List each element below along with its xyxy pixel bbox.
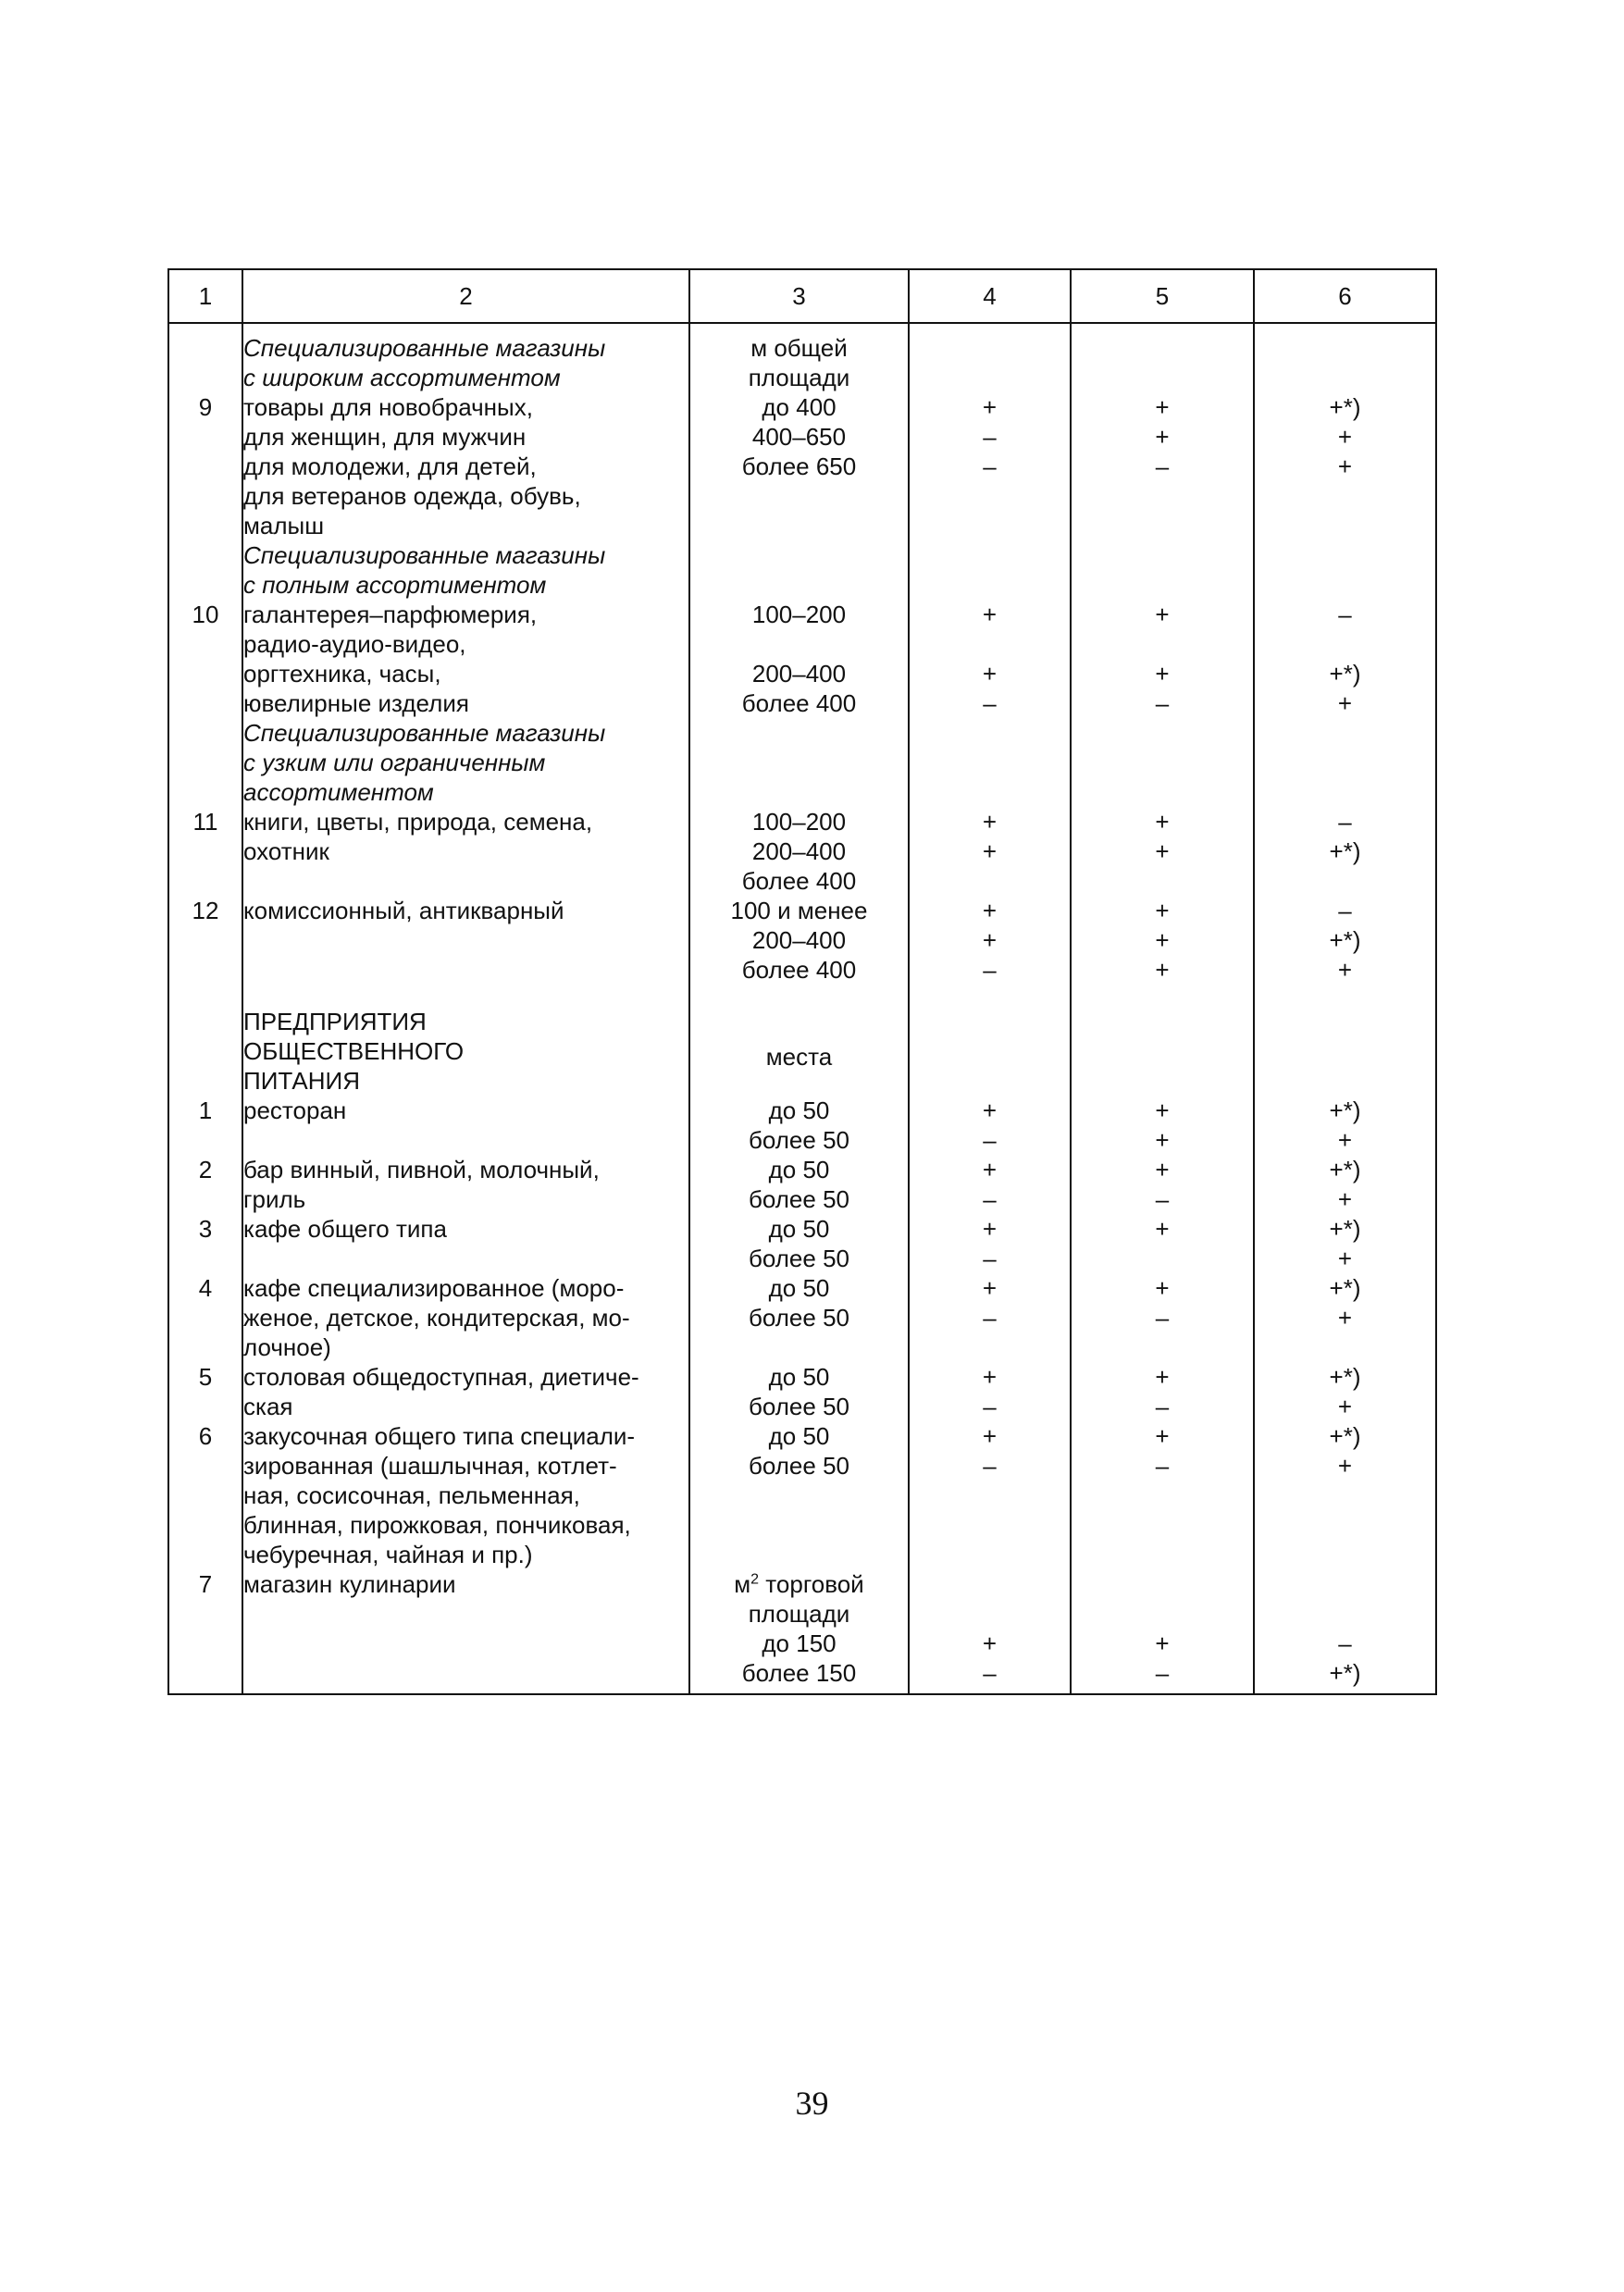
row-name-line: женое, детское, кондитерская, мо- [243,1304,630,1332]
section-row [168,718,1436,807]
capacity-value: до 50 [768,1363,830,1391]
section-row [168,323,1436,392]
table-row [168,600,1436,718]
row-number: 3 [168,1214,242,1273]
row-name-line: зированная (шашлычная, котлет- [243,1452,617,1480]
mark-col-6: + [1337,1185,1353,1213]
mark-col-4: + [982,1156,998,1183]
row-number: 4 [168,1273,242,1362]
capacity-value: 200–400 [751,837,847,865]
mark-col-4: + [982,660,998,688]
unit-m: м [734,1570,751,1598]
row-name-line: охотник [243,837,329,865]
mark-col-6: + [1337,1304,1353,1332]
table-row [168,1569,1436,1694]
mark-col-6: +*) [1329,1274,1361,1302]
mark-col-6: – [1338,897,1352,924]
table-row [168,1214,1436,1273]
mark-col-5: – [1155,1185,1170,1213]
mark-col-4: + [982,601,998,628]
row-name-line: радио-аудио-видео, [243,630,466,658]
capacity-value: до 150 [762,1629,837,1657]
row-name-line: магазин кулинарии [243,1570,456,1598]
capacity-value: 100–200 [751,601,847,628]
mark-col-5: + [1155,1629,1170,1657]
row-name-line: оргтехника, часы, [243,660,441,688]
row-name-line: гриль [243,1185,306,1213]
header-col-4: 4 [909,269,1071,323]
mark-col-4: + [982,926,998,954]
section-title-line: Специализированные магазины [243,541,606,569]
capacity-value: до 50 [768,1215,830,1243]
mark-col-6: +*) [1329,1659,1361,1687]
capacity-value: более 50 [748,1245,849,1272]
row-number: 1 [168,1096,242,1155]
mark-col-6: +*) [1329,1215,1361,1243]
capacity-value: 400–650 [751,423,847,451]
table-row [168,1096,1436,1155]
section-title-line: ассортиментом [243,778,434,806]
mark-col-4: + [982,897,998,924]
mark-col-4: + [982,1096,998,1124]
unit-label: площади [748,1600,850,1628]
header-col-3: 3 [689,269,909,323]
table-row [168,1421,1436,1569]
mark-col-6: + [1337,423,1353,451]
mark-col-5: – [1155,689,1170,717]
mark-col-4: – [983,1452,997,1480]
mark-col-6: + [1337,1452,1353,1480]
mark-col-5: + [1155,1215,1170,1243]
mark-col-4 [910,629,1070,659]
mark-col-6: + [1337,956,1353,984]
capacity-value: до 50 [768,1156,830,1183]
unit-label: площади [748,364,850,391]
capacity-value [690,629,908,659]
mark-col-6: – [1338,808,1352,836]
mark-col-5: + [1155,1422,1170,1450]
mark-col-5: + [1155,837,1170,865]
mark-col-4: + [982,1629,998,1657]
mark-col-5 [1072,629,1253,659]
mark-col-4: + [982,1422,998,1450]
mark-col-6: +*) [1329,393,1361,421]
mark-col-4: + [982,1363,998,1391]
row-name-line: кафе специализированное (моро- [243,1274,625,1302]
mark-col-4: – [983,956,997,984]
capacity-value: более 150 [741,1659,857,1687]
capacity-value: более 50 [748,1185,849,1213]
table-row [168,392,1436,540]
section-title-line: с полным ассортиментом [243,571,547,599]
mark-col-6: + [1337,1126,1353,1154]
row-name-line: малыш [243,512,325,539]
mark-col-6: + [1337,1245,1353,1272]
mark-col-5: + [1155,956,1170,984]
mark-col-4: – [983,423,997,451]
mark-col-6: – [1338,601,1352,628]
section-heading-line: ОБЩЕСТВЕННОГО [243,1037,465,1065]
row-name-line: закусочная общего типа специали- [243,1422,636,1450]
mark-col-4: + [982,1215,998,1243]
row-name-line: галантерея–парфюмерия, [243,601,538,628]
row-name-line: кафе общего типа [243,1215,447,1243]
mark-col-5: + [1155,601,1170,628]
table-row [168,807,1436,896]
unit-label [690,1569,908,1599]
section-heading-line: ПИТАНИЯ [243,1067,360,1095]
mark-col-4: – [983,452,997,480]
row-number: 5 [168,1362,242,1421]
row-number: 9 [168,392,242,540]
section-row [168,985,1436,1096]
header-col-1: 1 [168,269,242,323]
row-name-line: книги, цветы, природа, семена, [243,808,593,836]
row-name-line: ская [243,1393,293,1420]
capacity-value: до 400 [762,393,837,421]
mark-col-6: – [1338,1629,1352,1657]
row-number: 7 [168,1569,242,1694]
mark-col-4: – [983,1245,997,1272]
capacity-value: более 400 [741,689,857,717]
row-name-line: ювелирные изделия [243,689,469,717]
mark-col-4: – [983,1304,997,1332]
capacity-value: более 50 [748,1393,849,1420]
mark-col-5: – [1155,1452,1170,1480]
header-col-5: 5 [1071,269,1254,323]
mark-col-6: +*) [1329,1422,1361,1450]
unit-label: м общей [750,334,848,362]
mark-col-5: – [1155,452,1170,480]
table-row [168,896,1436,985]
mark-col-6: +*) [1329,660,1361,688]
mark-col-4: – [983,1659,997,1687]
mark-col-4: + [982,808,998,836]
section-title-line: с узким или ограниченным [243,749,546,776]
mark-col-6: + [1337,1393,1353,1420]
header-col-2: 2 [242,269,689,323]
mark-col-4: – [983,1393,997,1420]
mark-col-5: + [1155,1274,1170,1302]
row-number: 11 [168,807,242,896]
capacity-value: 100 и менее [730,897,868,924]
mark-col-5: + [1155,423,1170,451]
capacity-value: до 50 [768,1096,830,1124]
page-number: 39 [795,2085,829,2122]
mark-col-6: + [1337,452,1353,480]
mark-col-6: + [1337,689,1353,717]
row-name-line: блинная, пирожковая, пончиковая, [243,1511,631,1539]
capacity-value: 200–400 [751,926,847,954]
unit-label: места [765,1043,833,1071]
header-row [168,269,1436,323]
capacity-value: 100–200 [751,808,847,836]
row-name-line: товары для новобрачных, [243,393,533,421]
row-number: 6 [168,1421,242,1569]
row-name-line: ная, сосисочная, пельменная, [243,1481,580,1509]
mark-col-5: – [1155,1393,1170,1420]
capacity-value: более 400 [741,956,857,984]
capacity-value: 200–400 [751,660,847,688]
capacity-value: более 650 [741,452,857,480]
row-name-line: для ветеранов одежда, обувь, [243,482,581,510]
mark-col-5: – [1155,1659,1170,1687]
mark-col-6: +*) [1329,1096,1361,1124]
mark-col-5: + [1155,660,1170,688]
row-name-line: столовая общедоступная, диетиче- [243,1363,639,1391]
row-name-line: для женщин, для мужчин [243,423,527,451]
table-row [168,1362,1436,1421]
section-row [168,540,1436,600]
mark-col-5: + [1155,897,1170,924]
capacity-value: до 50 [768,1422,830,1450]
mark-col-4: – [983,1185,997,1213]
mark-col-6: +*) [1329,1363,1361,1391]
mark-col-5: + [1155,1363,1170,1391]
capacity-value: более 50 [748,1126,849,1154]
mark-col-5: + [1155,393,1170,421]
mark-col-4: + [982,1274,998,1302]
row-name-line: для молодежи, для детей, [243,452,537,480]
mark-col-5: + [1155,1126,1170,1154]
row-name-line: лочное) [243,1333,331,1361]
mark-col-5: + [1155,808,1170,836]
mark-col-5: + [1155,1096,1170,1124]
mark-col-5: + [1155,1156,1170,1183]
table-row [168,1273,1436,1362]
row-number: 2 [168,1155,242,1214]
standards-table [167,268,1437,1695]
mark-col-6: +*) [1329,1156,1361,1183]
capacity-value: более 400 [741,867,857,895]
section-heading-line: ПРЕДПРИЯТИЯ [243,1008,427,1035]
mark-col-6: +*) [1329,837,1361,865]
mark-col-6 [1255,629,1435,659]
section-title-line: с широким ассортиментом [243,364,561,391]
row-name-line: комиссионный, антикварный [243,897,564,924]
mark-col-5: – [1155,1304,1170,1332]
header-col-6: 6 [1254,269,1436,323]
mark-col-4: – [983,1126,997,1154]
mark-col-4: + [982,837,998,865]
mark-col-4: + [982,393,998,421]
unit-suffix: торговой [759,1570,864,1598]
table-row [168,1155,1436,1214]
row-number: 10 [168,600,242,718]
row-name-line: чебуречная, чайная и пр.) [243,1541,533,1568]
mark-col-4: – [983,689,997,717]
row-number: 12 [168,896,242,985]
section-title-line: Специализированные магазины [243,719,606,747]
capacity-value: до 50 [768,1274,830,1302]
unit-exponent: 2 [750,1571,760,1588]
row-name-line: ресторан [243,1096,347,1124]
section-title-line: Специализированные магазины [243,334,606,362]
mark-col-5: + [1155,926,1170,954]
capacity-value: более 50 [748,1452,849,1480]
mark-col-6: +*) [1329,926,1361,954]
row-name-line: бар винный, пивной, молочный, [243,1156,600,1183]
capacity-value: более 50 [748,1304,849,1332]
